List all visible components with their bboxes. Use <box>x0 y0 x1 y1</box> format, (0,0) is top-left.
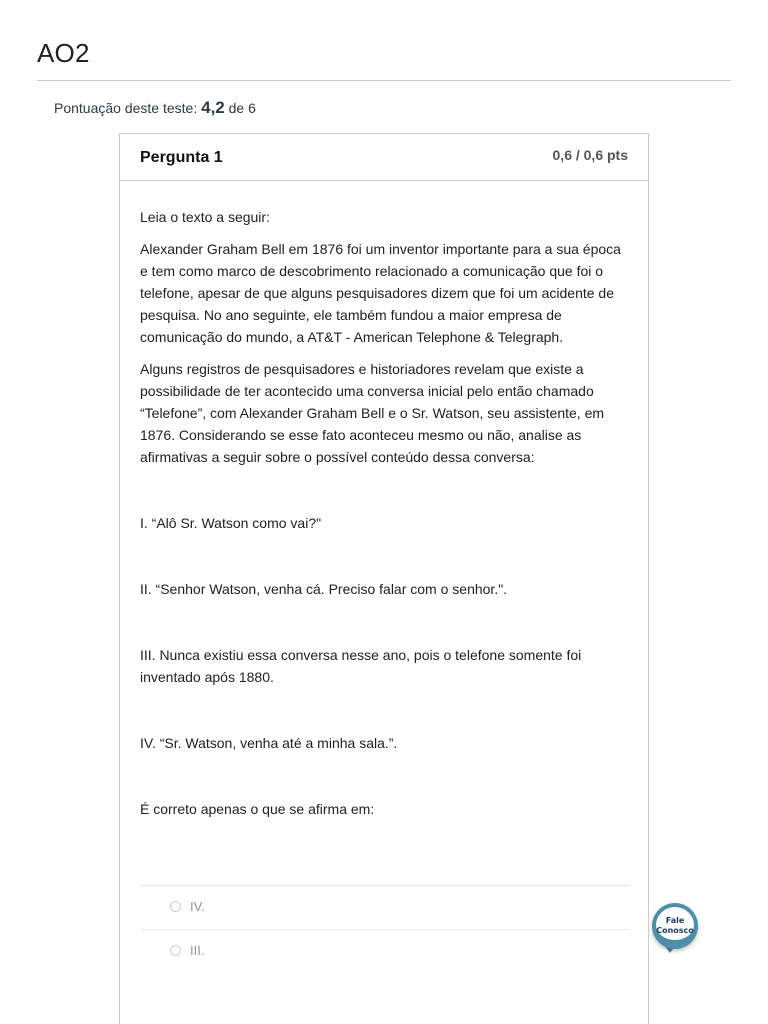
chat-label-line-1: Fale <box>665 916 685 925</box>
question-prompt: É correto apenas o que se afirma em: <box>140 801 375 817</box>
question-card <box>119 133 649 1024</box>
answer-label: III. <box>190 943 205 958</box>
question-intro: Leia o texto a seguir: <box>140 209 270 225</box>
score-label: Pontuação deste teste: <box>54 100 198 116</box>
page-title: AO2 <box>37 38 90 68</box>
answer-radio[interactable] <box>170 945 181 956</box>
answer-list <box>140 885 630 973</box>
question-text <box>140 206 630 820</box>
score-connector: de <box>228 100 245 116</box>
answer-option[interactable] <box>140 885 630 929</box>
score-value: 4,2 <box>201 98 225 117</box>
fale-conosco-chat-button[interactable] <box>652 903 698 957</box>
statement-1: I. “Alô Sr. Watson como vai?" <box>140 515 322 531</box>
question-name: Pergunta 1 <box>140 149 223 166</box>
question-points: 0,6 / 0,6 pts <box>552 147 628 163</box>
statement-4: IV. “Sr. Watson, venha até a minha sala.”. <box>140 735 398 751</box>
title-divider <box>37 80 731 81</box>
score-total: 6 <box>248 100 256 116</box>
question-header <box>120 134 648 181</box>
chat-bubble-icon <box>652 903 698 949</box>
answer-label: IV. <box>190 899 205 914</box>
question-paragraph-2: Alguns registros de pesquisadores e historiadores revelam que existe a possibilidade de ter acontecido uma conversa inicial pelo então chamado “Telefone”, com Alexander Graham Bell e o Sr. Watson, seu assistente, em 1876. Considerando se esse fato aconteceu mesmo ou não, analise as afirmativas a seguir sobre o possível conteúdo dessa conversa: <box>140 361 605 465</box>
question-paragraph-1: Alexander Graham Bell em 1876 foi um inventor importante para a sua época e tem como marco de descobrimento relacionado a comunicação que foi o telefone, apesar de que alguns pesquisadores dizem que foi um acidente de pesquisa. No ano seguinte, ele também fundou a maior empresa de comunicação do mundo, a AT&T - American Telephone & Telegraph. <box>140 241 621 345</box>
quiz-score <box>54 98 256 118</box>
statement-3: III. Nunca existiu essa conversa nesse ano, pois o telefone somente foi inventado após 1880. <box>140 647 582 685</box>
chat-label-line-2: Conosco <box>656 926 694 935</box>
answer-option[interactable] <box>140 929 630 973</box>
answer-radio[interactable] <box>170 901 181 912</box>
statement-2: II. “Senhor Watson, venha cá. Preciso falar com o senhor.". <box>140 581 508 597</box>
